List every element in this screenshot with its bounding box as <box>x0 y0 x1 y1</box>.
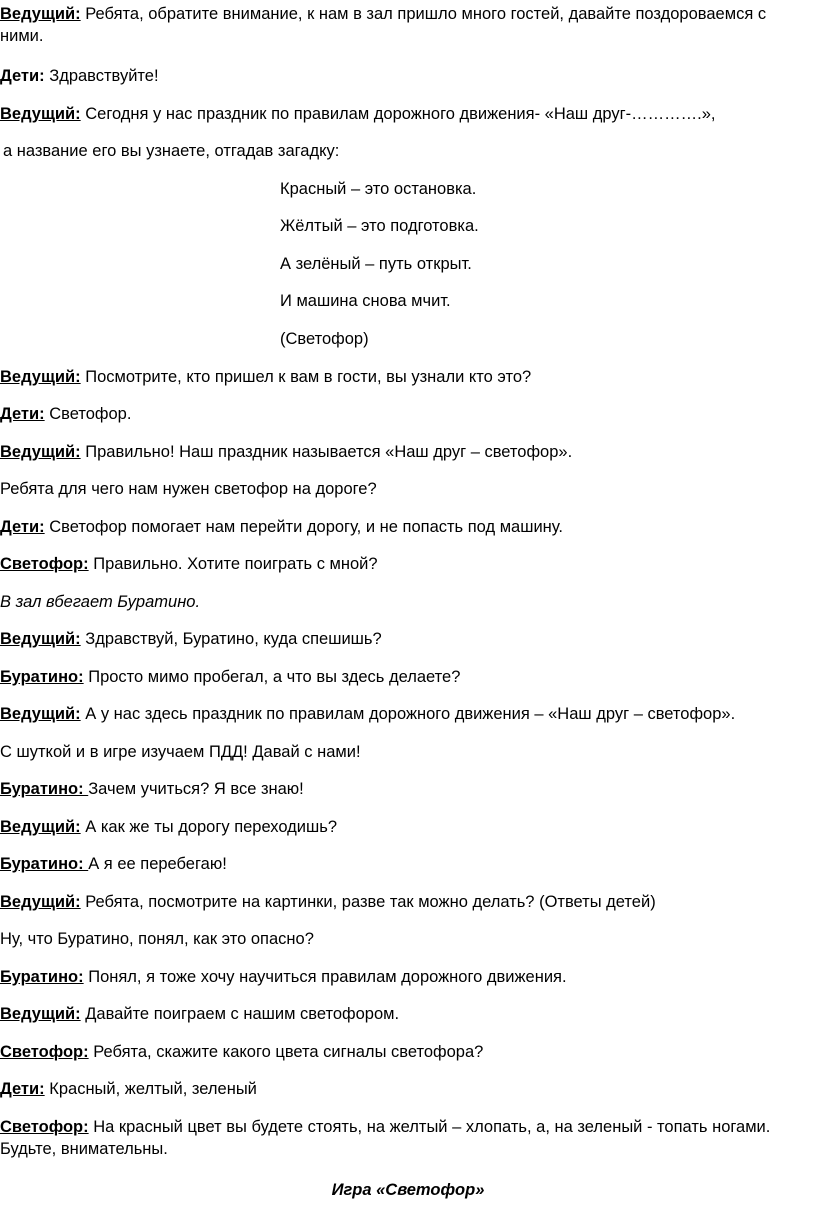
dialogue-line <box>0 517 563 537</box>
speaker-label: Буратино: <box>0 780 89 798</box>
dialogue-line <box>0 1042 483 1062</box>
dialogue-line <box>0 854 227 874</box>
dialogue-line <box>0 779 304 799</box>
line-text: А я ее перебегаю! <box>88 855 227 873</box>
dialogue-line <box>0 1004 399 1024</box>
plain-line <box>0 929 314 949</box>
line-text: Красный – это остановка. <box>280 180 477 198</box>
speaker-label: Ведущий: <box>0 1005 81 1023</box>
dialogue-line <box>0 442 572 462</box>
stage-direction <box>0 592 200 612</box>
line-text: Красный, желтый, зеленый <box>44 1080 257 1098</box>
dialogue-line <box>0 3 806 47</box>
dialogue-line <box>0 66 159 86</box>
line-text: Сегодня у нас праздник по правилам дорожного движения- «Наш друг-………….», <box>80 105 716 123</box>
line-text: Просто мимо пробегал, а что вы здесь делаете? <box>83 668 461 686</box>
line-text: Светофор. <box>44 405 132 423</box>
line-text: Правильно. Хотите поиграть с мной? <box>88 555 378 573</box>
riddle-line <box>280 216 479 236</box>
line-text: Давайте поиграем с нашим светофором. <box>80 1005 400 1023</box>
line-text: С шуткой и в игре изучаем ПДД! Давай с нами! <box>0 743 361 761</box>
line-text: (Светофор) <box>280 330 369 348</box>
speaker-label: Ведущий: <box>0 818 81 836</box>
line-text: Ребята, скажите какого цвета сигналы светофора? <box>88 1043 484 1061</box>
dialogue-line <box>0 367 531 387</box>
dialogue-line <box>0 554 378 574</box>
speaker-label: Ведущий: <box>0 443 81 461</box>
line-text: Ну, что Буратино, понял, как это опасно? <box>0 930 314 948</box>
speaker-label: Ведущий: <box>0 705 81 723</box>
line-text: В зал вбегает Буратино. <box>0 593 201 611</box>
line-text: А у нас здесь праздник по правилам дорожного движения – «Наш друг – светофор». <box>80 705 736 723</box>
dialogue-line <box>0 404 131 424</box>
speaker-label: Светофор: <box>0 1118 89 1136</box>
riddle-answer <box>280 329 369 349</box>
line-text: Посмотрите, кто пришел к вам в гости, вы узнали кто это? <box>80 368 532 386</box>
speaker-label: Дети: <box>0 1080 45 1098</box>
riddle-line <box>280 179 476 199</box>
dialogue-line <box>0 704 735 724</box>
riddle-line <box>280 254 472 274</box>
line-text: Зачем учиться? Я все знаю! <box>88 780 304 798</box>
speaker-label: Буратино: <box>0 855 89 873</box>
line-text: Здравствуйте! <box>44 67 159 85</box>
line-text: На красный цвет вы будете стоять, на желтый – хлопать, а, на зеленый - топать ногами. Будьте, внимательны. <box>0 1118 771 1158</box>
plain-line <box>0 479 377 499</box>
speaker-label: Дети: <box>0 67 45 85</box>
plain-line <box>3 141 339 161</box>
line-text: Здравствуй, Буратино, куда спешишь? <box>80 630 382 648</box>
dialogue-line <box>0 1116 806 1160</box>
speaker-label: Ведущий: <box>0 105 81 123</box>
line-text: а название его вы узнаете, отгадав загадку: <box>3 142 340 160</box>
speaker-label: Ведущий: <box>0 368 81 386</box>
speaker-label: Дети: <box>0 518 45 536</box>
dialogue-line <box>0 967 567 987</box>
dialogue-line <box>0 667 460 687</box>
speaker-label: Ведущий: <box>0 630 81 648</box>
riddle-line <box>280 291 451 311</box>
line-text: Светофор помогает нам перейти дорогу, и не попасть под машину. <box>44 518 563 536</box>
speaker-label: Дети: <box>0 405 45 423</box>
dialogue-line <box>0 817 337 837</box>
dialogue-line <box>0 104 715 124</box>
line-text: Жёлтый – это подготовка. <box>280 217 479 235</box>
line-text: А как же ты дорогу переходишь? <box>80 818 338 836</box>
game-title <box>0 1180 816 1200</box>
line-text: Ребята, посмотрите на картинки, разве так можно делать? (Ответы детей) <box>80 893 656 911</box>
dialogue-line <box>0 1079 257 1099</box>
line-text: И машина снова мчит. <box>280 292 451 310</box>
line-text: Понял, я тоже хочу научиться правилам дорожного движения. <box>83 968 567 986</box>
speaker-label: Буратино: <box>0 668 84 686</box>
dialogue-line <box>0 892 656 912</box>
speaker-label: Светофор: <box>0 1043 89 1061</box>
speaker-label: Светофор: <box>0 555 89 573</box>
plain-line <box>0 742 361 762</box>
speaker-label: Буратино: <box>0 968 84 986</box>
line-text: Правильно! Наш праздник называется «Наш друг – светофор». <box>80 443 573 461</box>
dialogue-line <box>0 629 382 649</box>
line-text: Игра «Светофор» <box>331 1181 485 1199</box>
speaker-label: Ведущий: <box>0 893 81 911</box>
line-text: А зелёный – путь открыт. <box>280 255 472 273</box>
line-text: Ребята для чего нам нужен светофор на дороге? <box>0 480 377 498</box>
line-text: Ребята, обратите внимание, к нам в зал пришло много гостей, давайте поздороваемся с ними. <box>0 5 767 45</box>
speaker-label: Ведущий: <box>0 5 81 23</box>
